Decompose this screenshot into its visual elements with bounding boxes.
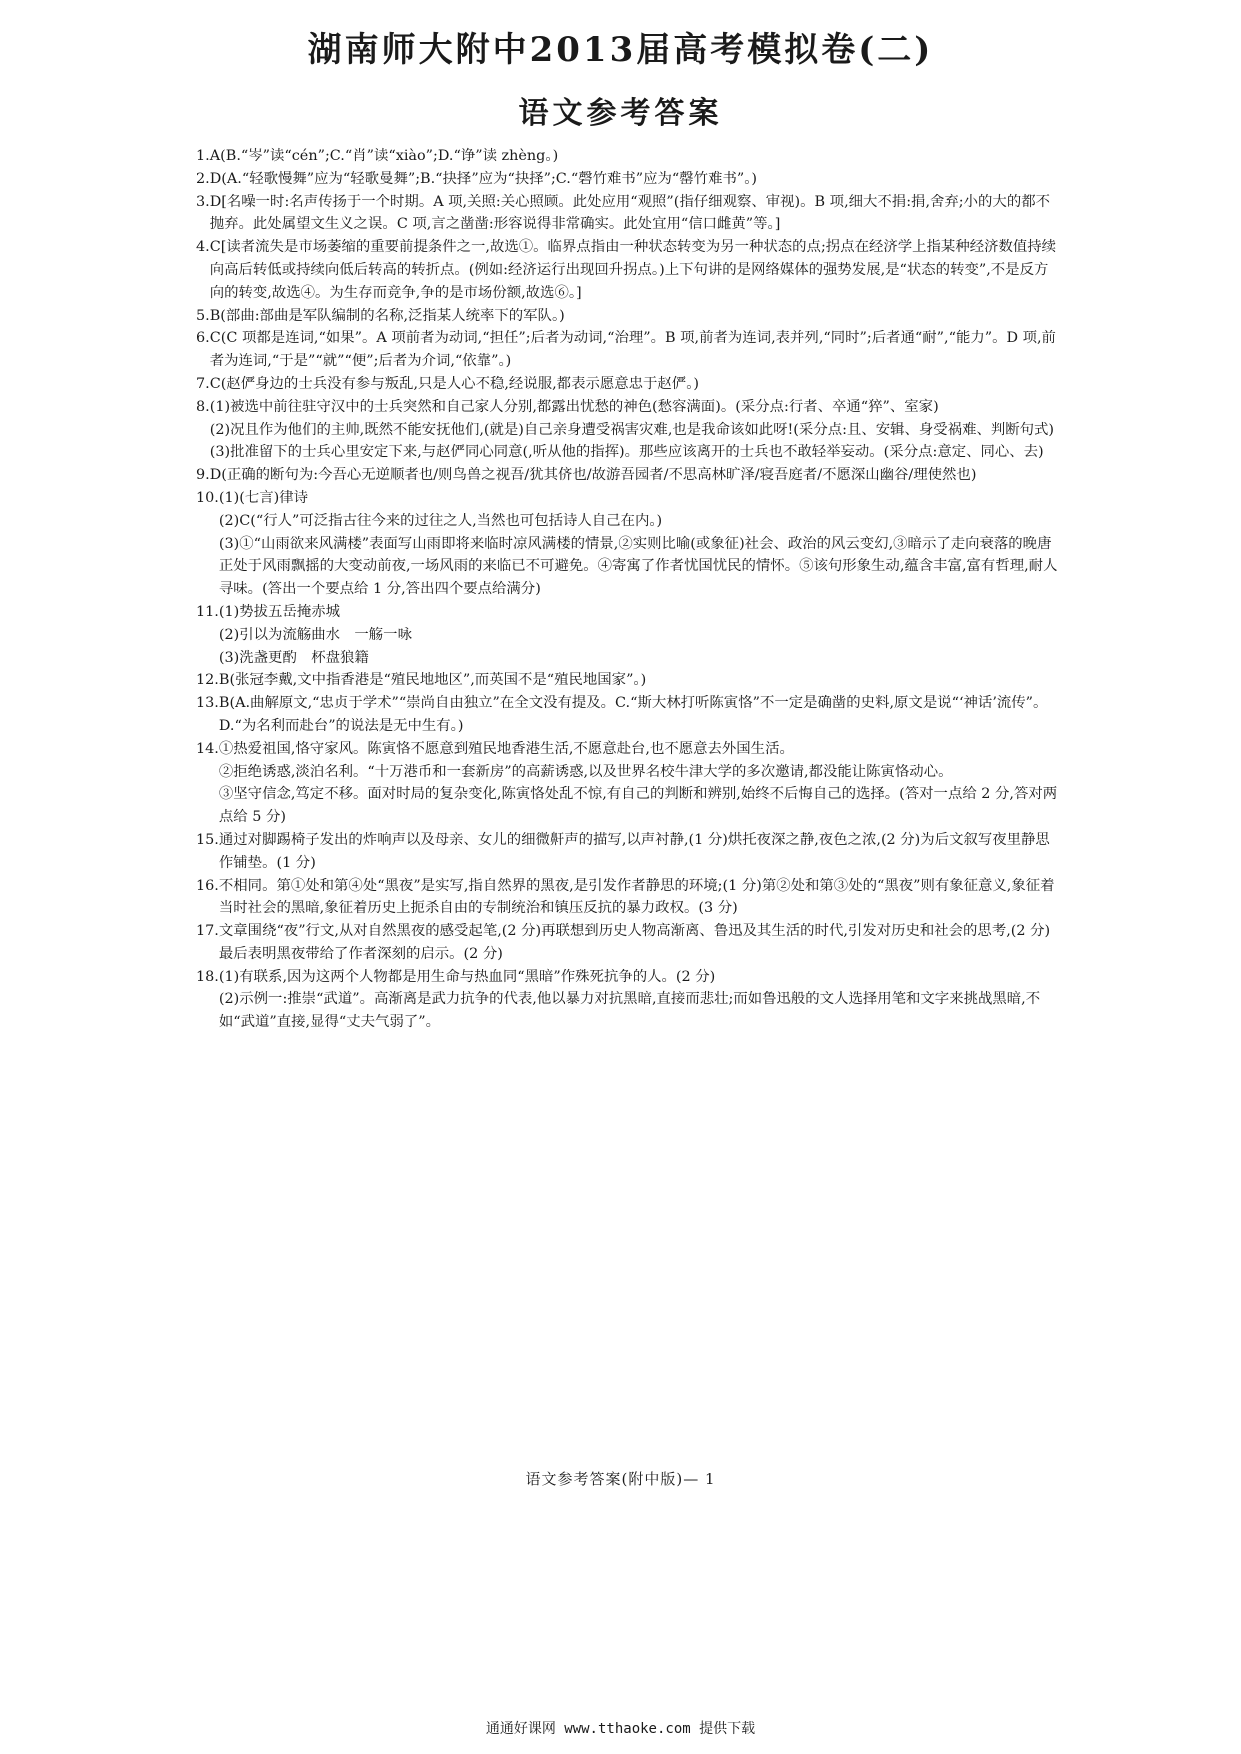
answer-body bbox=[219, 487, 1061, 601]
answer-number: 5. bbox=[196, 307, 210, 324]
answer-number: 3. bbox=[196, 193, 210, 210]
answer-line: 通过对脚踢椅子发出的炸响声以及母亲、女儿的细微鼾声的描写,以声衬静,(1 分)烘托夜深之静,夜色之浓,(2 分)为后文叙写夜里静思作铺垫。(1 分) bbox=[218, 831, 1050, 871]
answer-line: (3)①“山雨欲来风满楼”表面写山雨即将来临时凉风满楼的情景,②实则比喻(或象征)社会、政治的风云变幻,③暗示了走向衰落的晚唐正处于风雨飘摇的大变动前夜,一场风雨的来临已不可避免。④寄寓了作者忧国忧民的情怀。⑤该句形象生动,蕴含丰富,富有哲理,耐人寻味。(答出一个要点给 1 分,答出四个要点给满分) bbox=[218, 535, 1058, 598]
answer-body bbox=[219, 920, 1061, 966]
answer-body bbox=[210, 373, 1061, 396]
answer-number: 14. bbox=[196, 740, 219, 757]
answer-number: 13. bbox=[196, 695, 219, 712]
answer-item bbox=[196, 669, 1061, 692]
answer-item bbox=[196, 191, 1061, 237]
answer-item bbox=[196, 464, 1061, 487]
answer-line: (3)洗盏更酌 杯盘狼籍 bbox=[218, 649, 369, 666]
answer-item bbox=[196, 396, 1061, 464]
answer-number: 4. bbox=[196, 239, 210, 256]
answer-line: D[名噪一时:名声传扬于一个时期。A 项,关照:关心照顾。此处应用“观照”(指仔细观察、审视)。B 项,细大不捐:捐,舍弃;小的大的都不抛弃。此处属望文生义之误。C 项,言之凿凿:形容说得非常确实。此处宜用“信口雌黄”等。] bbox=[209, 193, 1050, 233]
answer-body bbox=[219, 601, 1061, 669]
answer-line: (1)有联系,因为这两个人物都是用生命与热血同“黑暗”作殊死抗争的人。(2 分) bbox=[218, 968, 716, 985]
answer-body bbox=[210, 464, 1061, 487]
answer-number: 9. bbox=[196, 467, 210, 484]
answer-number: 6. bbox=[196, 330, 210, 347]
answer-item bbox=[196, 920, 1061, 966]
answer-line: D(正确的断句为:今吾心无逆顺者也/则鸟兽之视吾/犹其侪也/故游吾园者/不思高林旷泽/寝吾庭者/不愿深山幽谷/理使然也) bbox=[209, 467, 977, 484]
answer-number: 11. bbox=[196, 603, 219, 620]
answer-body bbox=[219, 875, 1061, 921]
answer-line: (2)引以为流觞曲水 一觞一咏 bbox=[218, 626, 412, 643]
answer-item bbox=[196, 373, 1061, 396]
answer-item bbox=[196, 327, 1061, 373]
answer-line: B(A.曲解原文,“忠贞于学术”“崇尚自由独立”在全文没有提及。C.“斯大林打听陈寅恪”不一定是确凿的史料,原文是说“‘神话’流传”。D.“为名利而赴台”的说法是无中生有。) bbox=[218, 695, 1048, 734]
answer-line: (2)示例一:推崇“武道”。高渐离是武力抗争的代表,他以暴力对抗黑暗,直接而悲壮;而如鲁迅般的文人选择用笔和文字来挑战黑暗,不如“武道”直接,显得“丈夫气弱了”。 bbox=[218, 991, 1041, 1031]
answer-line: C(C 项都是连词,“如果”。A 项前者为动词,“担任”;后者为动词,“治理”。B 项,前者为连词,表并列,“同时”;后者通“耐”,“能力”。D 项,前者为连词,“于是”“就”“便”;后者为介词,“依靠”。) bbox=[209, 330, 1056, 370]
answer-number: 10. bbox=[196, 489, 219, 506]
answer-body bbox=[210, 191, 1061, 237]
answer-number: 16. bbox=[196, 877, 219, 894]
answer-body bbox=[210, 305, 1061, 328]
answer-line: (3)批准留下的士兵心里安定下来,与赵俨同心同意(,听从他的指挥)。那些应该离开的士兵也不敢轻举妄动。(采分点:意定、同心、去) bbox=[209, 444, 1044, 461]
answer-item bbox=[196, 692, 1061, 738]
answer-list bbox=[196, 145, 1061, 1034]
answer-number: 1. bbox=[196, 148, 210, 164]
answer-line: (1)(七言)律诗 bbox=[218, 489, 309, 506]
answer-body bbox=[219, 669, 1061, 692]
answer-body bbox=[210, 327, 1061, 373]
answer-item bbox=[196, 738, 1061, 829]
answer-number: 8. bbox=[196, 398, 210, 415]
answer-line: ①热爱祖国,恪守家风。陈寅恪不愿意到殖民地香港生活,不愿意赴台,也不愿意去外国生活。 bbox=[218, 740, 794, 757]
answer-item bbox=[196, 168, 1061, 191]
download-watermark: 通通好课网 www.tthaoke.com 提供下载 bbox=[485, 1721, 756, 1737]
answer-item bbox=[196, 236, 1061, 304]
answer-line: B(部曲:部曲是军队编制的名称,泛指某人统率下的军队。) bbox=[209, 307, 565, 324]
answer-number: 12. bbox=[196, 672, 219, 689]
answer-item bbox=[196, 829, 1061, 875]
answer-line: ③坚守信念,笃定不移。面对时局的复杂变化,陈寅恪处乱不惊,有自己的判断和辨别,始终不后悔自己的选择。(答对一点给 2 分,答对两点给 5 分) bbox=[218, 786, 1058, 826]
answer-line: (2)C(“行人”可泛指古往今来的过往之人,当然也可包括诗人自己在内。) bbox=[218, 512, 663, 529]
answer-line: (1)被选中前往驻守汉中的士兵突然和自己家人分别,都露出忧愁的神色(愁容满面)。(采分点:行者、卒通“猝”、室家) bbox=[209, 398, 939, 415]
answer-line: D(A.“轻歌慢舞”应为“轻歌曼舞”;B.“抉择”应为“抉择”;C.“磬竹难书”应为“罄竹难书”。) bbox=[209, 170, 758, 187]
answer-body bbox=[210, 396, 1061, 464]
answer-line: A(B.“岑”读“cén”;C.“肖”读“xiào”;D.“诤”读 zhèng。) bbox=[209, 148, 559, 164]
answer-body bbox=[219, 692, 1061, 738]
answer-line: B(张冠李戴,文中指香港是“殖民地地区”,而英国不是“殖民地国家”。) bbox=[218, 672, 647, 689]
answer-item bbox=[196, 145, 1061, 168]
answer-body bbox=[210, 168, 1061, 191]
answer-line: ②拒绝诱惑,淡泊名利。“十万港币和一套新房”的高薪诱惑,以及世界名校牛津大学的多次邀请,都没能让陈寅恪动心。 bbox=[218, 763, 953, 780]
answer-item bbox=[196, 305, 1061, 328]
answer-line: 文章围绕“夜”行文,从对自然黑夜的感受起笔,(2 分)再联想到历史人物高渐离、鲁迅及其生活的时代,引发对历史和社会的思考,(2 分)最后表明黑夜带给了作者深刻的启示。(2 分) bbox=[218, 923, 1051, 962]
answer-line: (2)况且作为他们的主帅,既然不能安抚他们,(就是)自己亲身遭受祸害灾难,也是我命该如此呀!(采分点:且、安辑、身受祸难、判断句式) bbox=[209, 421, 1055, 438]
answer-body bbox=[219, 738, 1061, 829]
answer-body bbox=[219, 966, 1061, 1034]
answer-number: 15. bbox=[196, 831, 219, 848]
answer-number: 17. bbox=[196, 923, 219, 940]
page-footer: 语文参考答案(附中版)— 1 bbox=[525, 1470, 716, 1488]
answer-number: 7. bbox=[196, 375, 210, 392]
answer-item bbox=[196, 487, 1061, 601]
answer-line: (1)势拔五岳掩赤城 bbox=[218, 603, 341, 620]
page-title: 湖南师大附中2013届高考模拟卷(二) bbox=[307, 30, 934, 70]
answer-item bbox=[196, 966, 1061, 1034]
answer-number: 18. bbox=[196, 968, 219, 985]
answer-number: 2. bbox=[196, 170, 210, 187]
answer-item bbox=[196, 601, 1061, 669]
answer-line: C[读者流失是市场萎缩的重要前提条件之一,故选①。临界点指由一种状态转变为另一种状态的点;拐点在经济学上指某种经济数值持续向高后转低或持续向低后转高的转折点。(例如:经济运行出现回升拐点。)上下句讲的是网络媒体的强势发展,是“状态的转变”,不是反方向的转变,故选④。为生存而竞争,争的是市场份额,故选⑥。] bbox=[209, 239, 1057, 301]
answer-body bbox=[210, 236, 1061, 304]
page-subtitle: 语文参考答案 bbox=[518, 96, 723, 131]
answer-body bbox=[210, 145, 1061, 168]
answer-item bbox=[196, 875, 1061, 921]
answer-line: 不相同。第①处和第④处“黑夜”是实写,指自然界的黑夜,是引发作者静思的环境;(1 分)第②处和第③处的“黑夜”则有象征意义,象征着当时社会的黑暗,象征着历史上扼杀自由的专制统治和镇压反抗的暴力政权。(3 分) bbox=[218, 877, 1055, 917]
answer-body bbox=[219, 829, 1061, 875]
answer-line: C(赵俨身边的士兵没有参与叛乱,只是人心不稳,经说服,都表示愿意忠于赵俨。) bbox=[209, 375, 699, 392]
